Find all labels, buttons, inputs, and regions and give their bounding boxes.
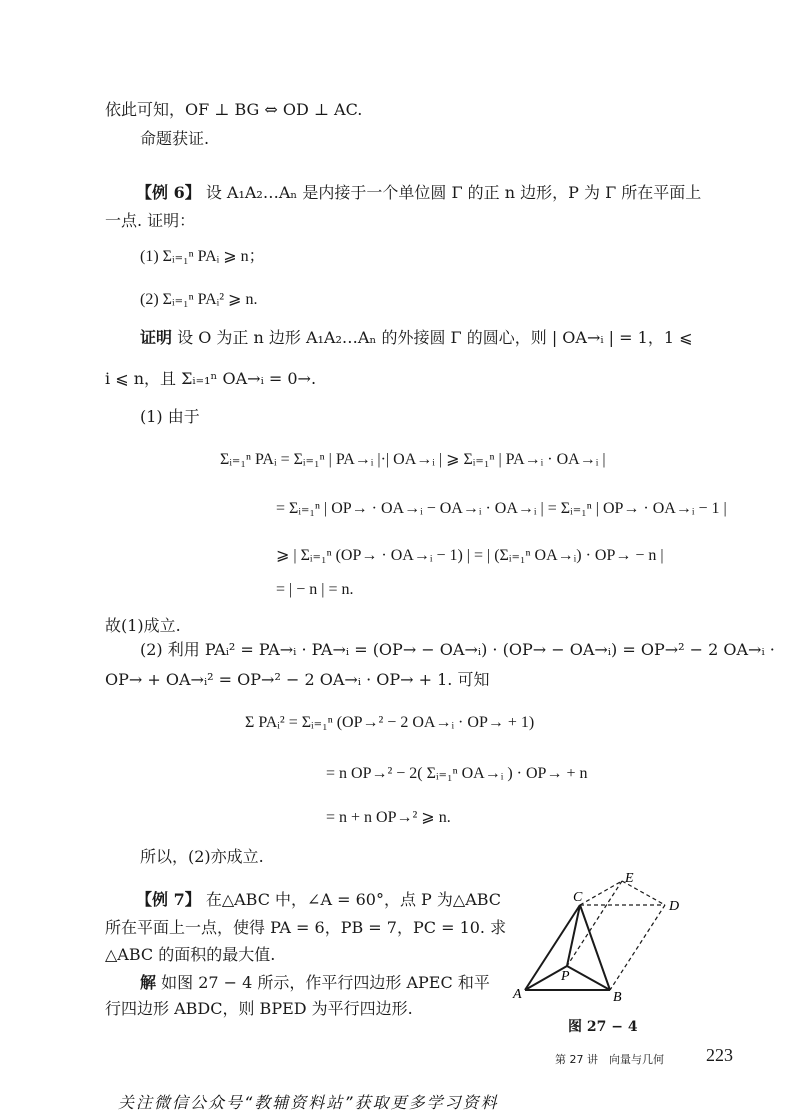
label-A: A <box>513 987 522 1002</box>
figure-caption: 图 27 − 4 <box>568 1019 638 1035</box>
example-7-text-2: 所在平面上一点，使得 PA = 6，PB = 7，PC = 10. 求 <box>105 918 507 937</box>
equation-1a: Σᵢ₌₁ⁿ PAᵢ = Σᵢ₌₁ⁿ | PA→ᵢ |·| OA→ᵢ | ⩾ Σᵢ₌₁ⁿ | PA→ᵢ · OA→ᵢ | <box>220 451 606 468</box>
label-D: D <box>669 899 680 914</box>
solution-line-2: 行四边形 ABDC，则 BPED 为平行四边形. <box>105 999 413 1018</box>
equation-2b: = n OP→² − 2( Σᵢ₌₁ⁿ OA→ᵢ ) · OP→ + n <box>326 765 588 782</box>
part-2-line-b: OP→ + OA→ᵢ² = OP→² − 2 OA→ᵢ · OP→ + 1. 可知 <box>105 670 490 689</box>
equation-1d: = | − n | = n. <box>276 581 354 598</box>
label-E: E <box>625 871 634 886</box>
example-6-heading <box>136 181 701 205</box>
label-C: C <box>573 890 583 905</box>
segment-CB <box>580 905 610 990</box>
equation-1b: = Σᵢ₌₁ⁿ | OP→ · OA→ᵢ − OA→ᵢ · OA→ᵢ | = Σᵢ₌₁ⁿ | OP→ · OA→ᵢ − 1 | <box>276 500 727 517</box>
segment-CE <box>580 881 622 905</box>
example-6-text-2: 一点. 证明： <box>105 211 196 230</box>
solution-tag: 解 <box>140 973 157 992</box>
label-P: P <box>561 969 570 984</box>
part-1-label: (1) 由于 <box>140 407 200 426</box>
proof-line-1 <box>140 326 693 350</box>
example-7-tag: 【例 7】 <box>136 890 201 909</box>
equation-2a: Σ PAᵢ² = Σᵢ₌₁ⁿ (OP→² − 2 OA→ᵢ · OP→ + 1) <box>245 714 535 731</box>
solution-text-1: 如图 27 − 4 所示，作平行四边形 APEC 和平 <box>161 973 490 992</box>
example-7-heading <box>136 888 501 912</box>
example-6-text: 设 A₁A₂…Aₙ 是内接于一个单位圆 Γ 的正 n 边形，P 为 Γ 所在平面上 <box>205 183 702 202</box>
proof-line-2: i ⩽ n，且 Σᵢ₌₁ⁿ OA→ᵢ = 0→. <box>105 369 317 388</box>
example-7-text: 在△ABC 中，∠A = 60°，点 P 为△ABC <box>205 890 502 909</box>
text-line-1: 依此可知，OF ⊥ BG ⇔ OD ⊥ AC. <box>105 100 363 119</box>
watermark: 关注微信公众号“教辅资料站”获取更多学习资料 <box>118 1093 499 1112</box>
example-6-tag: 【例 6】 <box>136 183 201 202</box>
label-B: B <box>613 990 622 1005</box>
equation-2c: = n + n OP→² ⩾ n. <box>326 809 451 826</box>
proof-tag: 证明 <box>140 328 173 347</box>
page-number: 223 <box>706 1045 733 1065</box>
text-line-2: 命题获证. <box>140 129 210 148</box>
example-7-text-3: △ABC 的面积的最大值. <box>105 945 276 964</box>
footer-chapter: 第 27 讲 向量与几何 <box>555 1053 664 1066</box>
figure-27-4 <box>505 868 705 1018</box>
item-1: (1) Σᵢ₌₁ⁿ PAᵢ ⩾ n； <box>140 248 265 265</box>
item-2: (2) Σᵢ₌₁ⁿ PAᵢ² ⩾ n. <box>140 291 258 308</box>
solution-line-1 <box>140 971 490 995</box>
equation-1c: ⩾ | Σᵢ₌₁ⁿ (OP→ · OA→ᵢ − 1) | = | (Σᵢ₌₁ⁿ OA→ᵢ) · OP→ − n | <box>276 547 664 564</box>
conclusion-2: 所以，(2)亦成立. <box>140 847 264 866</box>
segment-DB <box>610 905 665 990</box>
part-2-line-a: (2) 利用 PAᵢ² = PA→ᵢ · PA→ᵢ = (OP→ − OA→ᵢ) · (OP→ − OA→ᵢ) = OP→² − 2 OA→ᵢ · <box>140 640 775 659</box>
conclusion-1: 故(1)成立. <box>105 616 181 635</box>
proof-text-1: 设 O 为正 n 边形 A₁A₂…Aₙ 的外接圆 Γ 的圆心，则 | OA→ᵢ | = 1，1 ⩽ <box>177 328 693 347</box>
